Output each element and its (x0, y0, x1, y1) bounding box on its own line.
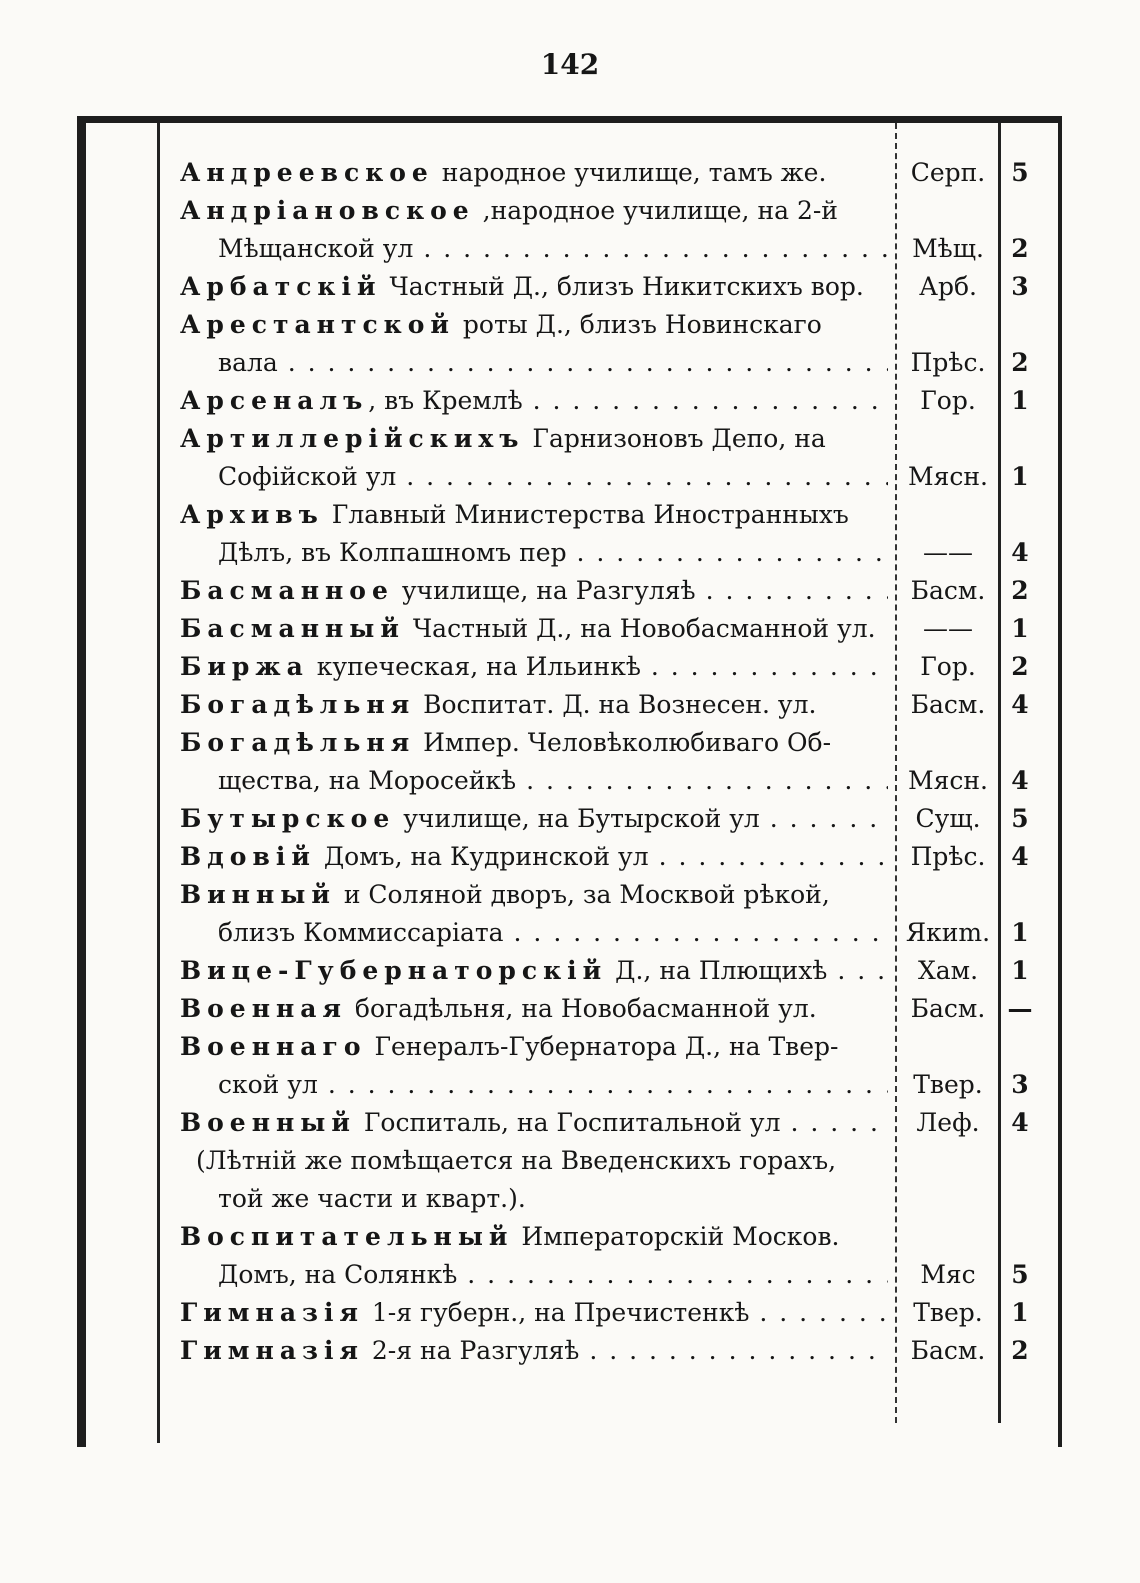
entry-name: Военнаго (180, 1032, 367, 1061)
entry-text: Императорскій Москов. (513, 1222, 840, 1251)
entry-text: купеческая, на Ильинкѣ (308, 652, 641, 681)
entry-row (180, 1332, 1040, 1370)
entry-text: вала . . . (218, 344, 888, 382)
entry-row (180, 572, 1040, 610)
entry-text: Домъ, на Солянкѣ . . . (218, 1256, 888, 1294)
entry-part: Серп. (910, 158, 986, 187)
entry-part: —— (923, 614, 973, 643)
entry-quarter: 4 (1011, 766, 1029, 795)
entry-row (180, 1142, 1040, 1180)
entry-name: Арсеналъ (180, 386, 369, 415)
entry-text: училище, на Бутырской ул (395, 804, 760, 833)
entry-row (180, 1218, 1040, 1256)
entry-text: Импер. Человѣколюбиваго Об- (415, 728, 832, 757)
entry-row (180, 1180, 1040, 1218)
entry-name: Гимназія (180, 1336, 364, 1365)
entry-name: Андреевское (180, 158, 434, 187)
entry-text: Домъ, на Кудринской ул (315, 842, 649, 871)
entry-name: Богадѣльня (180, 690, 416, 719)
entry-quarter: 1 (1011, 462, 1029, 491)
entry-name: Богадѣльня (180, 728, 416, 757)
entry-text: Гарнизоновъ Депо, на (524, 424, 826, 453)
entry-row (180, 230, 1040, 268)
entry-row (180, 1294, 1040, 1332)
entry-text: и Соляной дворъ, за Москвой рѣкой, (335, 880, 830, 909)
entry-part: Сущ. (915, 804, 981, 833)
entry-text: Воспитат. Д. на Вознесен. ул. (415, 690, 817, 719)
entry-part: Басм. (910, 690, 986, 719)
entry-quarter: 1 (1011, 1298, 1029, 1327)
entry-row (180, 1066, 1040, 1104)
entry-text: , въ Кремлѣ (368, 386, 523, 415)
entry-name: Артиллерійскихъ (180, 424, 525, 453)
entry-row (180, 800, 1040, 838)
entry-quarter: 5 (1011, 1260, 1029, 1289)
entry-text: Софійской ул . . . (218, 458, 888, 496)
entry-name: Вдовій (180, 842, 316, 871)
entry-name: Биржа (180, 652, 309, 681)
entry-row (180, 382, 1040, 420)
entry-row (180, 154, 1040, 192)
entry-quarter: 1 (1011, 614, 1029, 643)
entry-quarter: 2 (1011, 1336, 1029, 1365)
page-number: 142 (540, 48, 600, 81)
entry-quarter: 2 (1011, 348, 1029, 377)
entry-part: Мѣщ. (912, 234, 984, 263)
entry-row (180, 952, 1040, 990)
entry-text: щества, на Моросейкѣ . . . (218, 762, 888, 800)
entry-row (180, 458, 1040, 496)
entry-row (180, 762, 1040, 800)
entry-name: Архивъ (180, 500, 324, 529)
entry-part: Басм. (910, 576, 986, 605)
entry-row (180, 876, 1040, 914)
entry-part: Басм. (910, 994, 986, 1023)
entry-name: Военная (180, 994, 347, 1023)
entry-part: Прѣс. (910, 842, 986, 871)
entry-text: училище, на Разгуляѣ (393, 576, 696, 605)
entry-row (180, 192, 1040, 230)
entry-row (180, 534, 1040, 572)
entry-quarter: 3 (1011, 272, 1029, 301)
entry-quarter: 5 (1011, 158, 1029, 187)
entry-quarter: 3 (1011, 1070, 1029, 1099)
entry-part: Гор. (920, 386, 976, 415)
entry-text: близъ Коммиссаріата . . . (218, 914, 888, 952)
index-entries (180, 154, 1040, 1370)
entry-row (180, 344, 1040, 382)
entry-text: Д., на Плющихѣ (607, 956, 828, 985)
entry-quarter: 4 (1011, 538, 1029, 567)
entry-name: Басманное (180, 576, 394, 605)
entry-name: Военный (180, 1108, 356, 1137)
entry-row (180, 1104, 1040, 1142)
entry-quarter: 1 (1011, 386, 1029, 415)
entry-name: Арестантской (180, 310, 455, 339)
entry-part: Мясн. (908, 462, 988, 491)
entry-row (180, 648, 1040, 686)
entry-row (180, 838, 1040, 876)
entry-quarter: 2 (1011, 652, 1029, 681)
entry-name: Арбатскій (180, 272, 382, 301)
entry-part: Якиm. (905, 918, 991, 947)
entry-part: Арб. (919, 272, 977, 301)
entry-part: Леф. (916, 1108, 980, 1137)
entry-row (180, 1256, 1040, 1294)
entry-part: Мяс (920, 1260, 976, 1289)
entry-text: (Лѣтній же помѣщается на Введенскихъ горахъ, (196, 1146, 837, 1175)
entry-name: Андріановское (180, 196, 475, 225)
entry-name: Гимназія (180, 1298, 364, 1327)
entry-quarter: 1 (1011, 918, 1029, 947)
entry-row (180, 496, 1040, 534)
left-column-rule (157, 123, 160, 1443)
entry-row (180, 686, 1040, 724)
entry-quarter: — (1007, 994, 1033, 1023)
entry-row (180, 420, 1040, 458)
entry-part: Твер. (913, 1070, 983, 1099)
entry-name: Басманный (180, 614, 405, 643)
entry-part: Прѣс. (910, 348, 986, 377)
entry-text: 2-я на Разгуляѣ (363, 1336, 580, 1365)
entry-text: Госпиталь, на Госпитальной ул (355, 1108, 781, 1137)
entry-text: народное училище, тамъ же. (433, 158, 827, 187)
entry-quarter: 2 (1011, 576, 1029, 605)
entry-text: Генералъ-Губернатора Д., на Твер- (366, 1032, 839, 1061)
entry-name: Вице-Губернаторскій (180, 956, 608, 985)
entry-text: Главный Министерства Иностранныхъ (323, 500, 849, 529)
entry-quarter: 2 (1011, 234, 1029, 263)
entry-name: Воспитательный (180, 1222, 514, 1251)
entry-row (180, 724, 1040, 762)
entry-part: —— (923, 538, 973, 567)
entry-text: Частный Д., на Новобасманной ул. (404, 614, 876, 643)
entry-part: Мясн. (908, 766, 988, 795)
entry-text: ской ул . . . (218, 1066, 888, 1104)
entry-row (180, 914, 1040, 952)
entry-part: Хам. (917, 956, 979, 985)
entry-text: богадѣльня, на Новобасманной ул. (346, 994, 817, 1023)
entry-name: Винный (180, 880, 336, 909)
entry-row (180, 306, 1040, 344)
entry-quarter: 1 (1011, 956, 1029, 985)
entry-part: Гор. (920, 652, 976, 681)
entry-text: Мѣщанской ул . . . (218, 230, 888, 268)
entry-text: Дѣлъ, въ Колпашномъ пер . . . (218, 534, 888, 572)
entry-quarter: 4 (1011, 1108, 1029, 1137)
entry-quarter: 4 (1011, 690, 1029, 719)
entry-text: Частный Д., близъ Никитскихъ вор. (381, 272, 864, 301)
entry-name: Бутырское (180, 804, 396, 833)
entry-part: Басм. (910, 1336, 986, 1365)
entry-text: той же части и кварт.). (218, 1184, 526, 1213)
entry-row (180, 990, 1040, 1028)
entry-row (180, 268, 1040, 306)
entry-row (180, 1028, 1040, 1066)
entry-quarter: 4 (1011, 842, 1029, 871)
entry-text: роты Д., близъ Новинскаго (454, 310, 822, 339)
entry-row (180, 610, 1040, 648)
entry-quarter: 5 (1011, 804, 1029, 833)
entry-part: Твер. (913, 1298, 983, 1327)
entry-text: ,народное училище, на 2-й (474, 196, 838, 225)
entry-text: 1-я губерн., на Пречистенкѣ (363, 1298, 750, 1327)
